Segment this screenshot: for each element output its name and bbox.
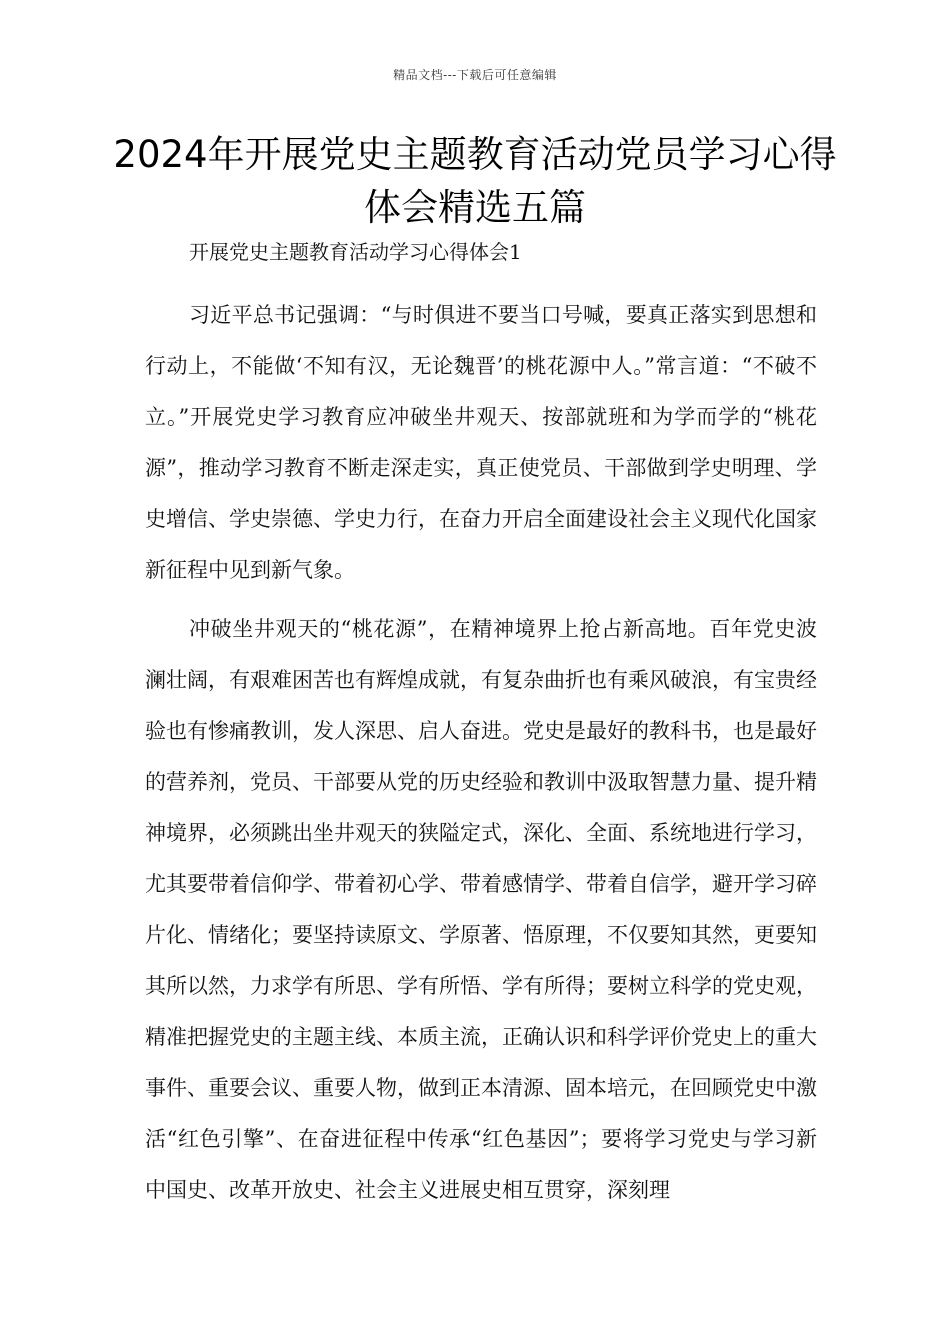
section-heading: 开展党史主题教育活动学习心得体会1: [189, 240, 522, 264]
document-body: [145, 232, 817, 1224]
header-note: 精品文档---下载后可任意编辑: [393, 68, 557, 82]
document-title: 2024年开展党史主题教育活动党员学习心得体会精选五篇: [113, 133, 837, 229]
paragraph-1: 习近平总书记强调：“与时俱进不要当口号喊，要真正落实到思想和行动上，不能做‘不知有汉，无论魏晋’的桃花源中人。”常言道：“不破不立。”开展党史学习教育应冲破坐井观天、按部就班和为学而学的“桃花源”，推动学习教育不断走深走实，真正使党员、干部做到学史明理、学史增信、学史崇德、学史力行，在奋力开启全面建设社会主义现代化国家新征程中见到新气象。: [145, 303, 817, 582]
paragraph-2: 冲破坐井观天的“桃花源”，在精神境界上抢占新高地。百年党史波澜壮阔，有艰难困苦也有辉煌成就，有复杂曲折也有乘风破浪，有宝贵经验也有惨痛教训，发人深思、启人奋进。党史是最好的教科书，也是最好的营养剂，党员、干部要从党的历史经验和教训中汲取智慧力量、提升精神境界，必须跳出坐井观天的狭隘定式，深化、全面、系统地进行学习，尤其要带着信仰学、带着初心学、带着感情学、带着自信学，避开学习碎片化、情绪化；要坚持读原文、学原著、悟原理，不仅要知其然，更要知其所以然，力求学有所思、学有所悟、学有所得；要树立科学的党史观，精准把握党史的主题主线、本质主流，正确认识和科学评价党史上的重大事件、重要会议、重要人物，做到正本清源、固本培元，在回顾党史中激活“红色引擎”、在奋进征程中传承“红色基因”；要将学习党史与学习新中国史、改革开放史、社会主义进展史相互贯穿，深刻理: [145, 617, 817, 1202]
